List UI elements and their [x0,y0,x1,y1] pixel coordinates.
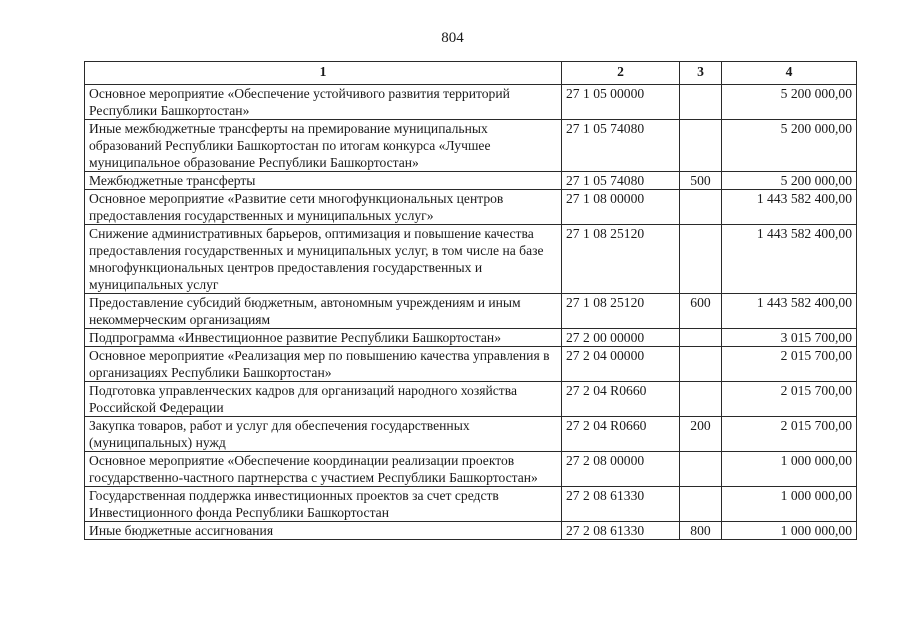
budget-table [84,61,857,540]
column-header-type: 3 [680,62,722,85]
column-header-amount: 4 [722,62,857,85]
table-row [85,487,857,522]
cell-name: Основное мероприятие «Развитие сети многофункциональных центров предоставления государственных и муниципальных услуг» [85,190,562,225]
table-row [85,347,857,382]
cell-expense-type [680,452,722,487]
cell-name: Иные межбюджетные трансферты на премирование муниципальных образований Республики Башкортостан по итогам конкурса «Лучшее муниципальное образование Республики Башкортостан» [85,120,562,172]
cell-amount: 1 443 582 400,00 [722,225,857,294]
cell-code: 27 2 00 00000 [562,329,680,347]
cell-code: 27 1 08 25120 [562,225,680,294]
table-row [85,522,857,540]
table-header-row [85,62,857,85]
cell-amount: 5 200 000,00 [722,172,857,190]
cell-amount: 1 443 582 400,00 [722,190,857,225]
cell-amount: 2 015 700,00 [722,347,857,382]
cell-expense-type [680,190,722,225]
table-row [85,452,857,487]
table-row [85,172,857,190]
cell-name: Основное мероприятие «Реализация мер по повышению качества управления в организациях Республики Башкортостан» [85,347,562,382]
table-row [85,120,857,172]
cell-amount: 1 000 000,00 [722,487,857,522]
cell-amount: 5 200 000,00 [722,85,857,120]
cell-name: Подпрограмма «Инвестиционное развитие Республики Башкортостан» [85,329,562,347]
cell-code: 27 2 08 61330 [562,522,680,540]
page-number: 804 [441,30,464,46]
cell-name: Межбюджетные трансферты [85,172,562,190]
cell-expense-type [680,382,722,417]
cell-name: Основное мероприятие «Обеспечение координации реализации проектов государственно-частного партнерства с участием Республики Башкортостан» [85,452,562,487]
cell-expense-type [680,487,722,522]
cell-expense-type: 500 [680,172,722,190]
cell-name: Снижение административных барьеров, оптимизация и повышение качества предоставления государственных и муниципальных услуг, в том числе на базе многофункциональных центров предоставления государственных и муниципальных услуг [85,225,562,294]
cell-expense-type [680,347,722,382]
cell-code: 27 2 08 61330 [562,487,680,522]
cell-amount: 2 015 700,00 [722,382,857,417]
cell-name: Государственная поддержка инвестиционных проектов за счет средств Инвестиционного фонда Республики Башкортостан [85,487,562,522]
table-row [85,85,857,120]
cell-code: 27 2 08 00000 [562,452,680,487]
cell-name: Предоставление субсидий бюджетным, автономным учреждениям и иным некоммерческим организациям [85,294,562,329]
cell-amount: 3 015 700,00 [722,329,857,347]
cell-name: Закупка товаров, работ и услуг для обеспечения государственных (муниципальных) нужд [85,417,562,452]
cell-amount: 1 000 000,00 [722,452,857,487]
table-row [85,294,857,329]
cell-amount: 2 015 700,00 [722,417,857,452]
table-body [85,85,857,540]
cell-amount: 5 200 000,00 [722,120,857,172]
column-header-name: 1 [85,62,562,85]
cell-name: Подготовка управленческих кадров для организаций народного хозяйства Российской Федерации [85,382,562,417]
cell-amount: 1 443 582 400,00 [722,294,857,329]
cell-code: 27 2 04 R0660 [562,382,680,417]
cell-expense-type [680,329,722,347]
table-row [85,417,857,452]
cell-code: 27 2 04 R0660 [562,417,680,452]
cell-code: 27 2 04 00000 [562,347,680,382]
cell-expense-type [680,85,722,120]
cell-name: Основное мероприятие «Обеспечение устойчивого развития территорий Республики Башкортостан» [85,85,562,120]
cell-code: 27 1 08 00000 [562,190,680,225]
cell-code: 27 1 08 25120 [562,294,680,329]
table-row [85,382,857,417]
cell-name: Иные бюджетные ассигнования [85,522,562,540]
column-header-code: 2 [562,62,680,85]
table-row [85,329,857,347]
cell-code: 27 1 05 74080 [562,172,680,190]
cell-amount: 1 000 000,00 [722,522,857,540]
cell-expense-type [680,225,722,294]
cell-expense-type: 800 [680,522,722,540]
cell-expense-type: 600 [680,294,722,329]
cell-code: 27 1 05 00000 [562,85,680,120]
cell-expense-type [680,120,722,172]
cell-code: 27 1 05 74080 [562,120,680,172]
table-row [85,190,857,225]
table-row [85,225,857,294]
cell-expense-type: 200 [680,417,722,452]
